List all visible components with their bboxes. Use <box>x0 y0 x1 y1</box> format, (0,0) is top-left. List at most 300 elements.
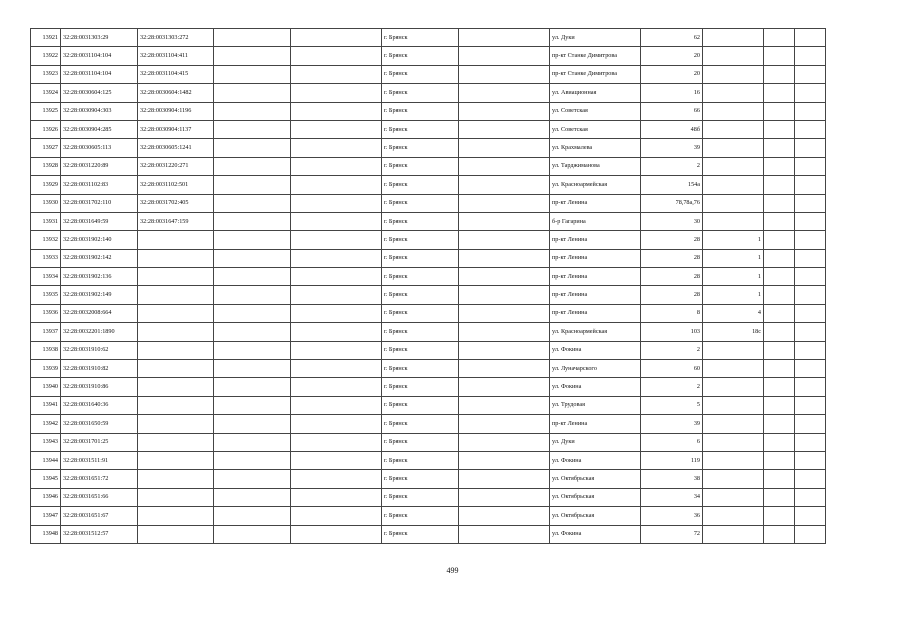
cadastral-number-cell: 32:28:0031512:57 <box>61 525 138 543</box>
table-row <box>31 268 826 286</box>
cadastral-number-cell: 32:28:0031910:82 <box>61 360 138 378</box>
linked-cadastral-number-cell: 32:28:0031104:415 <box>138 65 214 83</box>
empty-cell <box>291 176 382 194</box>
empty-cell <box>795 415 826 433</box>
empty-cell <box>764 102 795 120</box>
empty-cell <box>764 157 795 175</box>
empty-cell <box>214 323 291 341</box>
empty-cell <box>459 249 550 267</box>
table-row <box>31 360 826 378</box>
empty-cell <box>291 212 382 230</box>
cadastral-number-cell: 32:28:0031902:136 <box>61 268 138 286</box>
empty-cell <box>764 488 795 506</box>
table-row <box>31 194 826 212</box>
row-number-cell: 13922 <box>31 47 61 65</box>
empty-cell <box>764 470 795 488</box>
table-row <box>31 378 826 396</box>
city-cell: г. Брянск <box>382 194 459 212</box>
empty-cell <box>795 102 826 120</box>
empty-cell <box>459 268 550 286</box>
cadastral-number-cell: 32:28:0031651:67 <box>61 507 138 525</box>
cadastral-number-cell: 32:28:0031220:89 <box>61 157 138 175</box>
linked-cadastral-number-cell: 32:28:0030904:1196 <box>138 102 214 120</box>
building-number-cell <box>703 212 764 230</box>
building-number-cell <box>703 470 764 488</box>
empty-cell <box>459 304 550 322</box>
empty-cell <box>214 84 291 102</box>
empty-cell <box>291 268 382 286</box>
empty-cell <box>214 139 291 157</box>
cadastral-number-cell: 32:28:0031511:91 <box>61 451 138 469</box>
city-cell: г. Брянск <box>382 378 459 396</box>
street-cell: ул. Фокина <box>550 341 641 359</box>
row-number-cell: 13921 <box>31 29 61 47</box>
empty-cell <box>764 212 795 230</box>
city-cell: г. Брянск <box>382 286 459 304</box>
empty-cell <box>459 65 550 83</box>
house-number-cell: 5 <box>641 396 703 414</box>
street-cell: ул. Луначарского <box>550 360 641 378</box>
house-number-cell: 72 <box>641 525 703 543</box>
street-cell: пр-кт Ленина <box>550 231 641 249</box>
table-row <box>31 415 826 433</box>
city-cell: г. Брянск <box>382 396 459 414</box>
street-cell: ул. Октябрьская <box>550 488 641 506</box>
house-number-cell: 8 <box>641 304 703 322</box>
building-number-cell <box>703 29 764 47</box>
house-number-cell: 28 <box>641 268 703 286</box>
city-cell: г. Брянск <box>382 139 459 157</box>
row-number-cell: 13932 <box>31 231 61 249</box>
table-row <box>31 84 826 102</box>
cadastral-number-cell: 32:28:0031104:104 <box>61 47 138 65</box>
empty-cell <box>764 525 795 543</box>
linked-cadastral-number-cell: 32:28:0031102:501 <box>138 176 214 194</box>
building-number-cell <box>703 47 764 65</box>
street-cell: ул. Фокина <box>550 451 641 469</box>
empty-cell <box>764 304 795 322</box>
empty-cell <box>214 525 291 543</box>
table-row <box>31 341 826 359</box>
building-number-cell <box>703 396 764 414</box>
house-number-cell: 60 <box>641 360 703 378</box>
linked-cadastral-number-cell <box>138 433 214 451</box>
building-number-cell <box>703 488 764 506</box>
cadastral-number-cell: 32:28:0031910:62 <box>61 341 138 359</box>
cadastral-number-cell: 32:28:0031651:66 <box>61 488 138 506</box>
empty-cell <box>764 47 795 65</box>
building-number-cell <box>703 194 764 212</box>
street-cell: б-р Гагарина <box>550 212 641 230</box>
row-number-cell: 13923 <box>31 65 61 83</box>
house-number-cell: 34 <box>641 488 703 506</box>
house-number-cell: 119 <box>641 451 703 469</box>
table-row <box>31 525 826 543</box>
empty-cell <box>214 451 291 469</box>
empty-cell <box>291 120 382 138</box>
empty-cell <box>764 120 795 138</box>
house-number-cell: 30 <box>641 212 703 230</box>
empty-cell <box>764 286 795 304</box>
linked-cadastral-number-cell: 32:28:0031647:159 <box>138 212 214 230</box>
empty-cell <box>214 176 291 194</box>
row-number-cell: 13935 <box>31 286 61 304</box>
house-number-cell: 66 <box>641 102 703 120</box>
table-row <box>31 507 826 525</box>
linked-cadastral-number-cell <box>138 341 214 359</box>
street-cell: ул. Октябрьская <box>550 470 641 488</box>
empty-cell <box>459 157 550 175</box>
house-number-cell: 2 <box>641 157 703 175</box>
house-number-cell: 2 <box>641 378 703 396</box>
row-number-cell: 13938 <box>31 341 61 359</box>
building-number-cell: 1 <box>703 231 764 249</box>
empty-cell <box>764 415 795 433</box>
cadastral-number-cell: 32:28:0031649:59 <box>61 212 138 230</box>
empty-cell <box>764 323 795 341</box>
linked-cadastral-number-cell <box>138 507 214 525</box>
table-row <box>31 102 826 120</box>
city-cell: г. Брянск <box>382 47 459 65</box>
cadastral-number-cell: 32:28:0030604:125 <box>61 84 138 102</box>
empty-cell <box>459 120 550 138</box>
row-number-cell: 13943 <box>31 433 61 451</box>
house-number-cell: 39 <box>641 139 703 157</box>
street-cell: ул. Дуки <box>550 433 641 451</box>
empty-cell <box>795 249 826 267</box>
building-number-cell <box>703 341 764 359</box>
city-cell: г. Брянск <box>382 451 459 469</box>
empty-cell <box>795 378 826 396</box>
empty-cell <box>459 378 550 396</box>
empty-cell <box>291 360 382 378</box>
city-cell: г. Брянск <box>382 360 459 378</box>
empty-cell <box>764 249 795 267</box>
cadastral-number-cell: 32:28:0031902:140 <box>61 231 138 249</box>
row-number-cell: 13931 <box>31 212 61 230</box>
table-row <box>31 47 826 65</box>
empty-cell <box>214 470 291 488</box>
table-row <box>31 231 826 249</box>
linked-cadastral-number-cell: 32:28:0031220:271 <box>138 157 214 175</box>
empty-cell <box>291 304 382 322</box>
empty-cell <box>214 212 291 230</box>
house-number-cell: 78,78а,76 <box>641 194 703 212</box>
house-number-cell: 103 <box>641 323 703 341</box>
house-number-cell: 38 <box>641 470 703 488</box>
row-number-cell: 13925 <box>31 102 61 120</box>
cadastral-number-cell: 32:28:0031104:104 <box>61 65 138 83</box>
table-row <box>31 396 826 414</box>
house-number-cell: 2 <box>641 341 703 359</box>
empty-cell <box>459 470 550 488</box>
row-number-cell: 13934 <box>31 268 61 286</box>
empty-cell <box>291 139 382 157</box>
empty-cell <box>291 451 382 469</box>
street-cell: ул. Красноармейская <box>550 323 641 341</box>
empty-cell <box>459 176 550 194</box>
cadastral-number-cell: 32:28:0032008:664 <box>61 304 138 322</box>
row-number-cell: 13936 <box>31 304 61 322</box>
empty-cell <box>291 65 382 83</box>
cadastral-number-cell: 32:28:0031650:59 <box>61 415 138 433</box>
cadastral-number-cell: 32:28:0032201:1890 <box>61 323 138 341</box>
empty-cell <box>291 47 382 65</box>
city-cell: г. Брянск <box>382 65 459 83</box>
empty-cell <box>214 341 291 359</box>
street-cell: ул. Крахмалева <box>550 139 641 157</box>
row-number-cell: 13930 <box>31 194 61 212</box>
empty-cell <box>459 415 550 433</box>
street-cell: пр-кт Станке Димитрова <box>550 65 641 83</box>
row-number-cell: 13924 <box>31 84 61 102</box>
table-row <box>31 65 826 83</box>
empty-cell <box>795 360 826 378</box>
empty-cell <box>214 507 291 525</box>
row-number-cell: 13929 <box>31 176 61 194</box>
building-number-cell <box>703 378 764 396</box>
empty-cell <box>214 47 291 65</box>
empty-cell <box>764 433 795 451</box>
city-cell: г. Брянск <box>382 176 459 194</box>
row-number-cell: 13940 <box>31 378 61 396</box>
building-number-cell: 1 <box>703 268 764 286</box>
empty-cell <box>764 507 795 525</box>
empty-cell <box>214 29 291 47</box>
empty-cell <box>795 212 826 230</box>
empty-cell <box>764 139 795 157</box>
table-row <box>31 29 826 47</box>
table-row <box>31 323 826 341</box>
row-number-cell: 13927 <box>31 139 61 157</box>
cadastral-number-cell: 32:28:0031702:110 <box>61 194 138 212</box>
linked-cadastral-number-cell <box>138 268 214 286</box>
street-cell: пр-кт Ленина <box>550 268 641 286</box>
empty-cell <box>795 139 826 157</box>
city-cell: г. Брянск <box>382 507 459 525</box>
street-cell: ул. Красноармейская <box>550 176 641 194</box>
row-number-cell: 13933 <box>31 249 61 267</box>
empty-cell <box>795 323 826 341</box>
empty-cell <box>214 120 291 138</box>
linked-cadastral-number-cell <box>138 488 214 506</box>
street-cell: пр-кт Ленина <box>550 415 641 433</box>
cadastral-number-cell: 32:28:0031902:149 <box>61 286 138 304</box>
cadastral-number-cell: 32:28:0030904:303 <box>61 102 138 120</box>
row-number-cell: 13947 <box>31 507 61 525</box>
city-cell: г. Брянск <box>382 525 459 543</box>
empty-cell <box>764 341 795 359</box>
table-row <box>31 212 826 230</box>
cadastral-number-cell: 32:28:0030904:285 <box>61 120 138 138</box>
linked-cadastral-number-cell: 32:28:0030904:1137 <box>138 120 214 138</box>
empty-cell <box>459 433 550 451</box>
empty-cell <box>459 29 550 47</box>
house-number-cell: 28 <box>641 249 703 267</box>
row-number-cell: 13939 <box>31 360 61 378</box>
empty-cell <box>459 84 550 102</box>
house-number-cell: 16 <box>641 84 703 102</box>
linked-cadastral-number-cell: 32:28:0030604:1482 <box>138 84 214 102</box>
empty-cell <box>214 65 291 83</box>
city-cell: г. Брянск <box>382 102 459 120</box>
empty-cell <box>214 415 291 433</box>
row-number-cell: 13946 <box>31 488 61 506</box>
empty-cell <box>214 157 291 175</box>
table-row <box>31 249 826 267</box>
cadastral-number-cell: 32:28:0031651:72 <box>61 470 138 488</box>
empty-cell <box>291 249 382 267</box>
empty-cell <box>795 451 826 469</box>
empty-cell <box>459 102 550 120</box>
empty-cell <box>459 286 550 304</box>
row-number-cell: 13945 <box>31 470 61 488</box>
empty-cell <box>214 249 291 267</box>
city-cell: г. Брянск <box>382 488 459 506</box>
empty-cell <box>291 323 382 341</box>
empty-cell <box>795 47 826 65</box>
table-row <box>31 470 826 488</box>
empty-cell <box>291 194 382 212</box>
row-number-cell: 13942 <box>31 415 61 433</box>
street-cell: ул. Трудовая <box>550 396 641 414</box>
building-number-cell: 18с <box>703 323 764 341</box>
empty-cell <box>459 525 550 543</box>
house-number-cell: 28 <box>641 286 703 304</box>
empty-cell <box>459 323 550 341</box>
building-number-cell: 4 <box>703 304 764 322</box>
empty-cell <box>795 304 826 322</box>
house-number-cell: 28 <box>641 231 703 249</box>
building-number-cell <box>703 157 764 175</box>
empty-cell <box>764 176 795 194</box>
empty-cell <box>291 415 382 433</box>
table-row <box>31 139 826 157</box>
empty-cell <box>795 120 826 138</box>
linked-cadastral-number-cell <box>138 451 214 469</box>
building-number-cell <box>703 139 764 157</box>
empty-cell <box>214 194 291 212</box>
linked-cadastral-number-cell <box>138 378 214 396</box>
linked-cadastral-number-cell <box>138 360 214 378</box>
city-cell: г. Брянск <box>382 304 459 322</box>
house-number-cell: 48б <box>641 120 703 138</box>
building-number-cell: 1 <box>703 286 764 304</box>
empty-cell <box>214 268 291 286</box>
street-cell: ул. Советская <box>550 120 641 138</box>
linked-cadastral-number-cell <box>138 525 214 543</box>
empty-cell <box>764 451 795 469</box>
linked-cadastral-number-cell <box>138 323 214 341</box>
linked-cadastral-number-cell <box>138 286 214 304</box>
empty-cell <box>795 157 826 175</box>
empty-cell <box>291 396 382 414</box>
registry-table <box>30 28 826 544</box>
empty-cell <box>459 212 550 230</box>
building-number-cell <box>703 451 764 469</box>
city-cell: г. Брянск <box>382 341 459 359</box>
empty-cell <box>764 65 795 83</box>
row-number-cell: 13926 <box>31 120 61 138</box>
linked-cadastral-number-cell <box>138 396 214 414</box>
cadastral-number-cell: 32:28:0031902:142 <box>61 249 138 267</box>
city-cell: г. Брянск <box>382 120 459 138</box>
table-row <box>31 488 826 506</box>
city-cell: г. Брянск <box>382 212 459 230</box>
city-cell: г. Брянск <box>382 433 459 451</box>
empty-cell <box>214 396 291 414</box>
empty-cell <box>795 194 826 212</box>
city-cell: г. Брянск <box>382 268 459 286</box>
empty-cell <box>291 286 382 304</box>
empty-cell <box>459 507 550 525</box>
table-row <box>31 286 826 304</box>
empty-cell <box>214 286 291 304</box>
table-row <box>31 157 826 175</box>
empty-cell <box>214 488 291 506</box>
building-number-cell <box>703 120 764 138</box>
row-number-cell: 13944 <box>31 451 61 469</box>
row-number-cell: 13937 <box>31 323 61 341</box>
empty-cell <box>795 433 826 451</box>
city-cell: г. Брянск <box>382 29 459 47</box>
empty-cell <box>795 65 826 83</box>
street-cell: ул. Авиационная <box>550 84 641 102</box>
empty-cell <box>459 360 550 378</box>
city-cell: г. Брянск <box>382 470 459 488</box>
empty-cell <box>795 488 826 506</box>
empty-cell <box>795 470 826 488</box>
empty-cell <box>764 268 795 286</box>
empty-cell <box>291 525 382 543</box>
table-body <box>31 29 826 544</box>
empty-cell <box>214 360 291 378</box>
table-row <box>31 433 826 451</box>
empty-cell <box>459 396 550 414</box>
empty-cell <box>214 102 291 120</box>
street-cell: пр-кт Ленина <box>550 194 641 212</box>
street-cell: ул. Советская <box>550 102 641 120</box>
cadastral-number-cell: 32:28:0031910:86 <box>61 378 138 396</box>
house-number-cell: 62 <box>641 29 703 47</box>
building-number-cell <box>703 507 764 525</box>
building-number-cell <box>703 102 764 120</box>
linked-cadastral-number-cell <box>138 231 214 249</box>
empty-cell <box>291 102 382 120</box>
empty-cell <box>764 231 795 249</box>
linked-cadastral-number-cell <box>138 249 214 267</box>
cadastral-number-cell: 32:28:0031640:36 <box>61 396 138 414</box>
building-number-cell: 1 <box>703 249 764 267</box>
house-number-cell: 20 <box>641 65 703 83</box>
city-cell: г. Брянск <box>382 249 459 267</box>
empty-cell <box>459 231 550 249</box>
empty-cell <box>795 231 826 249</box>
street-cell: ул. Тарджиманова <box>550 157 641 175</box>
empty-cell <box>291 488 382 506</box>
empty-cell <box>795 286 826 304</box>
street-cell: ул. Дуки <box>550 29 641 47</box>
building-number-cell <box>703 176 764 194</box>
empty-cell <box>795 29 826 47</box>
building-number-cell <box>703 360 764 378</box>
street-cell: пр-кт Ленина <box>550 249 641 267</box>
table-row <box>31 176 826 194</box>
empty-cell <box>291 470 382 488</box>
building-number-cell <box>703 84 764 102</box>
cadastral-number-cell: 32:28:0031701:25 <box>61 433 138 451</box>
table-row <box>31 304 826 322</box>
